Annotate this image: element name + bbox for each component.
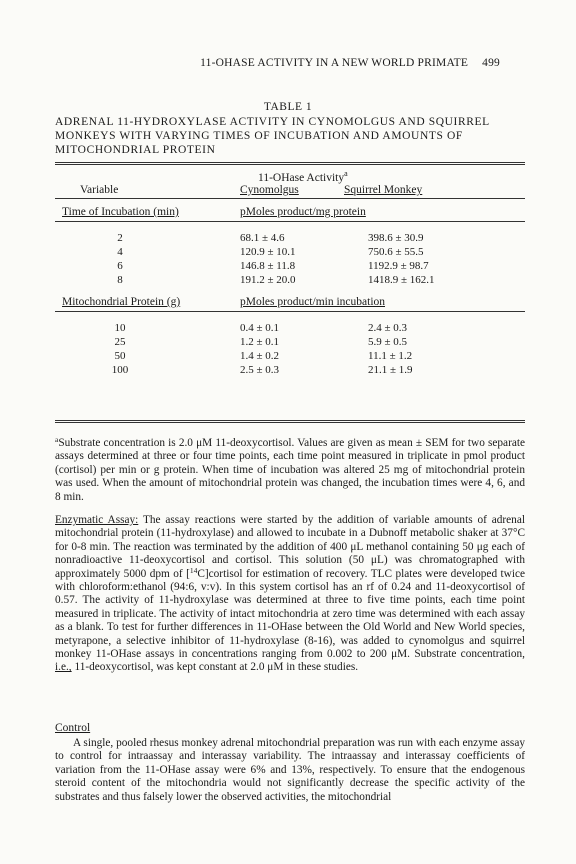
cell-squirrel: 1418.9 ± 162.1: [368, 274, 435, 286]
section-time-units: pMoles product/mg protein: [240, 206, 366, 218]
cell-cynomolgus: 146.8 ± 11.8: [240, 260, 296, 272]
cell-squirrel: 21.1 ± 1.9: [368, 364, 413, 376]
col-variable: Variable: [80, 184, 119, 196]
enzymatic-assay-paragraph: Enzymatic Assay: The assay reactions were started by the addition of variable amounts of adrenal mitochondrial protein (11-hydroxylase) and allowed to incubate in a Dubnoff metabolic shaker at 37°C for 0-8 min. The reaction was terminated by the addition of 400 μL methanol containing 50 μg each of nonradioactive 11-deoxycortisol and cortisol. This solution (50 μL) was chromatographed with approximately 5000 dpm of [$^{14}$C]cortisol for estimation of recovery. TLC plates were developed twice with chloroform:ethanol (94:6, v:v). In this system cortisol has an rf of 0.24 and 11-deoxycortisol of 0.57. The activity of 11-hydroxylase was determined at three to five time points, each time point measured in triplicate. The activity of intact mitochondria at zero time was determined with each assay as a blank. To test for further differences in 11-OHase between the Old World and New World species, metyrapone, a selective inhibitor of 11-hydroxylase (8-16), was added to cynomolgus and squirrel monkey 11-OHase assays in concentrations ranging from 0.002 to 200 μM. Substrate concentration, i.e., 11-deoxycortisol, was kept constant at 2.0 μM in these studies.: [55, 514, 525, 674]
running-title: 11-OHASE ACTIVITY IN A NEW WORLD PRIMATE: [200, 57, 469, 69]
table-bottom-rule-double: [55, 422, 525, 423]
cell-cynomolgus: 1.4 ± 0.2: [240, 350, 280, 362]
table-label: TABLE 1: [263, 101, 313, 113]
cell-variable: 25: [114, 336, 126, 348]
section-protein-units: pMoles product/min incubation: [240, 296, 386, 308]
section-time-label: Time of Incubation (min): [62, 206, 179, 218]
cell-squirrel: 11.1 ± 1.2: [368, 350, 413, 362]
col-squirrel: Squirrel Monkey: [344, 184, 423, 196]
header-rule: [55, 198, 525, 199]
cell-cynomolgus: 191.2 ± 20.0: [240, 274, 296, 286]
cell-variable: 10: [114, 322, 126, 334]
cell-variable: 6: [117, 260, 123, 272]
cell-variable: 8: [117, 274, 123, 286]
cell-cynomolgus: 120.9 ± 10.1: [240, 246, 296, 258]
table-bottom-rule: [55, 420, 525, 421]
col-cynomolgus: Cynomolgus: [240, 184, 299, 196]
cell-squirrel: 1192.9 ± 98.7: [368, 260, 429, 272]
page-number: 499: [482, 57, 500, 69]
cell-cynomolgus: 1.2 ± 0.1: [240, 336, 280, 348]
cell-cynomolgus: 2.5 ± 0.3: [240, 364, 280, 376]
enzymatic-assay-heading: Enzymatic Assay:: [55, 514, 139, 526]
cell-squirrel: 750.6 ± 55.5: [368, 246, 424, 258]
section-protein-label: Mitochondrial Protein (g): [62, 296, 181, 308]
table-footnote: $^a$Substrate concentration is 2.0 μM 11-deoxycortisol. Values are given as mean ± SEM for two separate assays determined at three or four time points, each time point measured in triplicate in pmol product (cortisol) per min or g protein. When time of incubation was altered 25 mg of mitochondrial protein was used. When the amount of mitochondrial protein was changed, the incubation times were 4, 6, and 8 min.: [55, 435, 525, 503]
cell-variable: 2: [117, 232, 123, 244]
table-top-rule-double: [55, 164, 525, 165]
control-paragraph: A single, pooled rhesus monkey adrenal mitochondrial preparation was run with each enzyme assay to control for intraassay and interassay variability. The intraassay and interassay coefficients of variation from the 11-OHase assay were 6% and 13%, respectively. To ensure that the endogenous steroid content of the mitochondria would not significantly decrease the specific activity of the substrates and thus falsely lower the observed activities, the mitochondrial: [55, 737, 525, 803]
cell-variable: 50: [114, 350, 126, 362]
cell-variable: 100: [111, 364, 129, 376]
table-top-rule: [55, 162, 525, 163]
section-protein-rule: [55, 311, 525, 312]
table-title: ADRENAL 11-HYDROXYLASE ACTIVITY IN CYNOMOLGUS AND SQUIRREL MONKEYS WITH VARYING TIMES OF INCUBATION AND AMOUNTS OF MITOCHONDRIAL PROTEIN: [55, 116, 490, 156]
cell-cynomolgus: 68.1 ± 4.6: [240, 232, 285, 244]
activity-head: 11-OHase Activity$^a$: [258, 169, 348, 184]
control-heading: Control: [55, 722, 91, 734]
cell-squirrel: 5.9 ± 0.5: [368, 336, 408, 348]
cell-squirrel: 2.4 ± 0.3: [368, 322, 408, 334]
cell-cynomolgus: 0.4 ± 0.1: [240, 322, 280, 334]
running-header: [0, 57, 500, 69]
section-time-rule: [55, 221, 525, 222]
cell-variable: 4: [117, 246, 123, 258]
cell-squirrel: 398.6 ± 30.9: [368, 232, 424, 244]
